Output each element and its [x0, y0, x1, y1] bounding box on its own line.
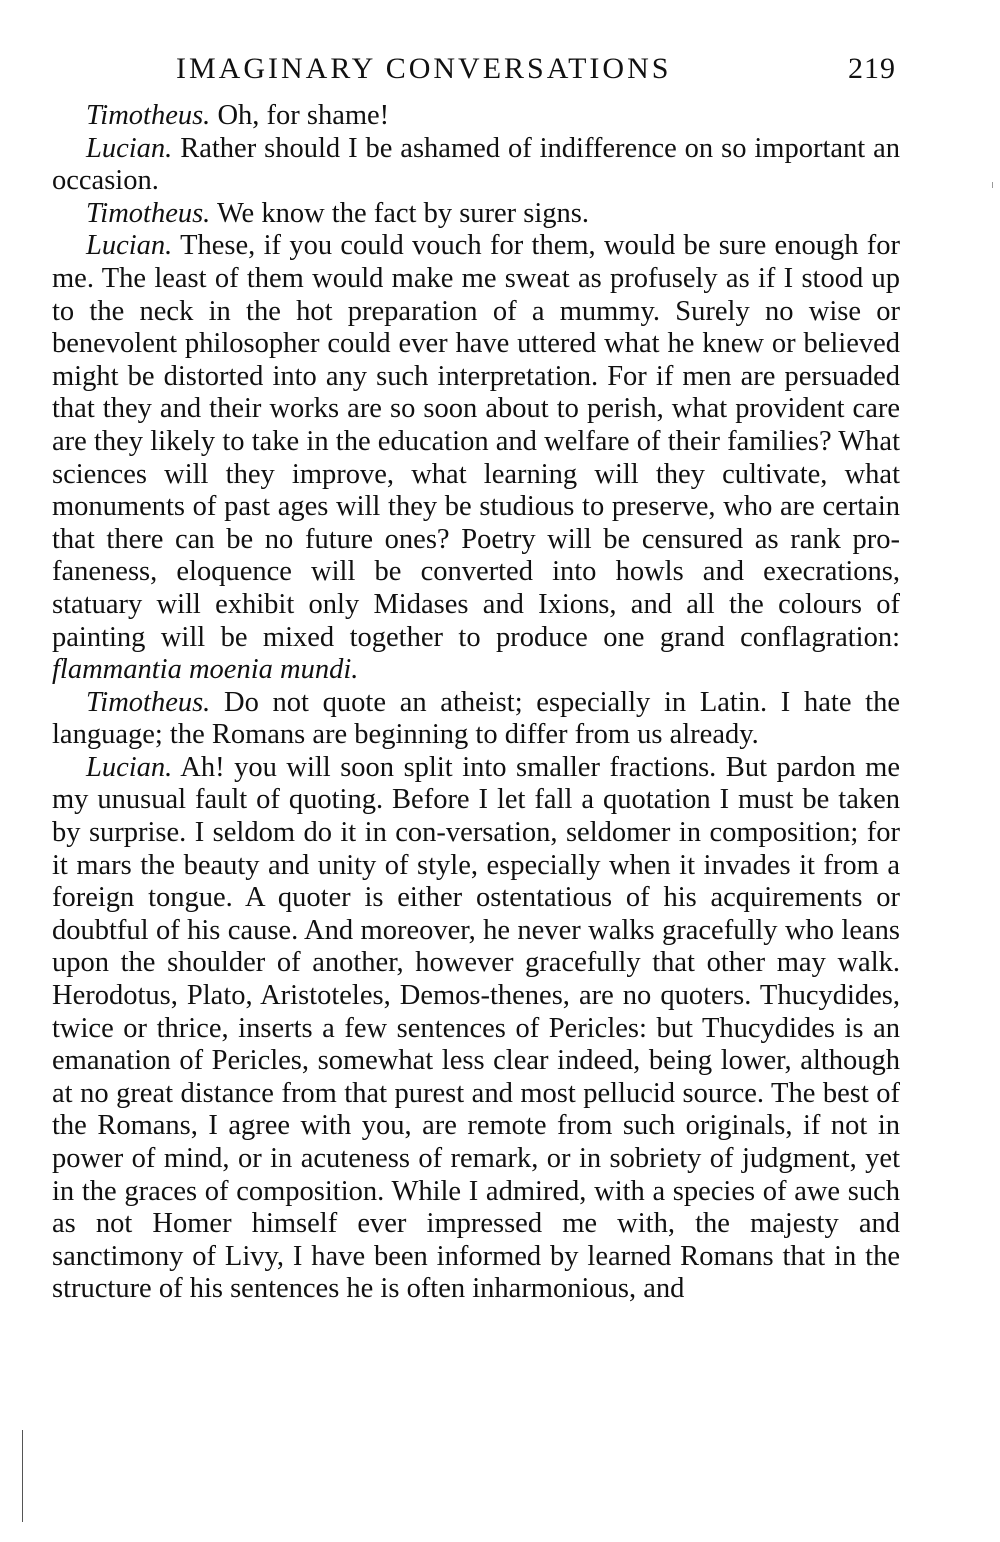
dialogue-text: Do not quote an atheist; especially in Latin. I hate the language; the Romans are beginning to differ from us already. [52, 686, 900, 751]
dialogue-paragraph [52, 752, 900, 1306]
dialogue-text: Rather should I be ashamed of indifference on so important an occasion. [52, 132, 901, 197]
dialogue-paragraph [52, 100, 900, 133]
speaker-name: Lucian. [86, 230, 173, 262]
book-page [52, 52, 900, 1306]
speaker-name: Timotheus. [86, 197, 211, 229]
dialogue-paragraph [52, 230, 900, 686]
dialogue-text: We know the fact by surer signs. [216, 197, 590, 229]
dialogue-text: These, if you could vouch for them, would be sure enough for me. The least of them would make me sweat as profusely as if I stood up to the neck in the hot preparation of a mummy. Surely no wise or benevolent philosopher could ever have uttered what he knew or believed might be distorted into any such interpretation. For if men are persuaded that they and their works are so soon about to perish, what provident care are they likely to take in the education and welfare of their families? What sciences will they improve, what learning will they cultivate, what monuments of past ages will they be studious to preserve, who are certain that there can be no future ones? Poetry will be censured as rank pro-faneness, eloquence will be converted into howls and execrations, statuary will exhibit only Midases and Ixions, and all the colours of painting will be mixed together to produce one grand conflagration: [52, 230, 900, 653]
latin-quotation: flammantia moenia mundi. [52, 654, 359, 686]
running-header [52, 52, 900, 100]
margin-rule [22, 1430, 23, 1522]
page-number: 219 [848, 52, 896, 85]
speaker-name: Lucian. [86, 751, 173, 783]
speaker-name: Timotheus. [86, 100, 211, 131]
running-title: IMAGINARY CONVERSATIONS [176, 52, 672, 85]
speaker-name: Timotheus. [86, 686, 211, 718]
dialogue-paragraph [52, 687, 900, 752]
speaker-name: Lucian. [86, 132, 173, 164]
dialogue-text: Oh, for shame! [217, 100, 390, 131]
body-text [52, 100, 900, 1306]
dialogue-text: Ah! you will soon split into smaller fractions. But pardon me my unusual fault of quoting. Before I let fall a quotation I must be taken by surprise. I seldom do it in con-versation, seldomer in composition; for it mars the beauty and unity of style, especially when it invades it from a foreign tongue. A quoter is either ostentatious of his acquirements or doubtful of his cause. And moreover, he never walks gracefully who leans upon the shoulder of another, however gracefully that other may walk. Herodotus, Plato, Aristoteles, Demos-thenes, are no quoters. Thucydides, twice or thrice, inserts a few sentences of Pericles: but Thucydides is an emanation of Pericles, somewhat less clear indeed, being lower, although at no great distance from that purest and most pellucid source. The best of the Romans, I agree with you, are remote from such originals, if not in power of mind, or in acuteness of remark, or in sobriety of judgment, yet in the graces of composition. While I admired, with a species of awe such as not Homer himself ever impressed me with, the majesty and sanctimony of Livy, I have been informed by learned Romans that in the structure of his sentences he is often inharmonious, and [52, 751, 900, 1305]
margin-mark [992, 182, 993, 188]
dialogue-paragraph [52, 198, 900, 231]
dialogue-paragraph [52, 133, 900, 198]
